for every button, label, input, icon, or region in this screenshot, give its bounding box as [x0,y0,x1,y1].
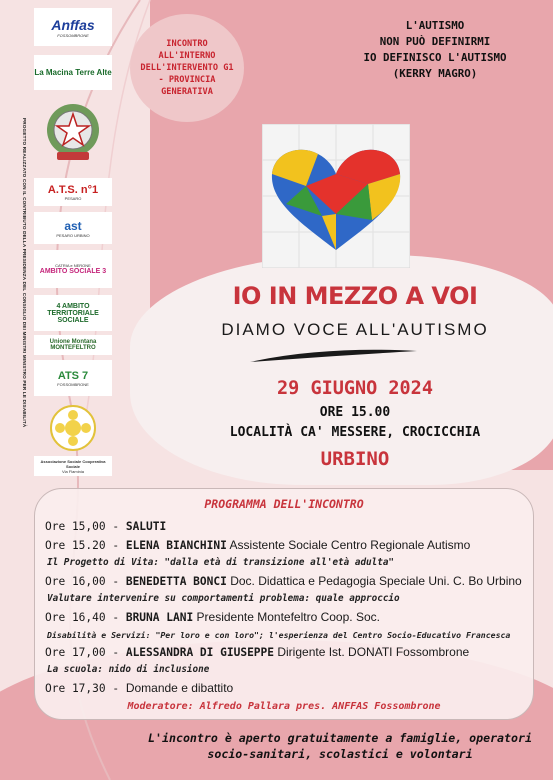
program-role: Dirigente Ist. DONATI Fossombrone [274,645,470,660]
program-talk-title: La scuola: nido di inclusione [47,664,210,676]
event-city: URBINO [320,448,390,470]
program-talk-title: Il Progetto di Vita: "dalla età di transizione all'età adulta" [47,557,395,569]
program-row [45,643,531,662]
program-speaker: BRUNA LANI [125,610,194,624]
program-title: PROGRAMMA DELL'INCONTRO [204,497,364,511]
program-time: Ore 17,00 - [45,646,126,660]
funding-credit-vertical: PROGETTO REALIZZATO CON IL CONTRIBUTO DELLA PRESIDENZA DEL CONSIGLIO DEI MINISTRI MINISTRO PER LE DISABILITÀ [22,118,27,428]
ambito-territoriale-4-logo: 4 AMBITO TERRITORIALE SOCIALE [34,295,112,331]
program-row [45,517,531,536]
footer-note: L'incontro è aperto gratuitamente a famiglie, operatori socio-sanitari, scolastici e volontari [148,731,532,761]
program-time: Ore 16,00 - [45,574,126,588]
program-rows [45,517,531,698]
program-time: Ore 15.20 - [45,539,126,553]
program-time: Ore 15,00 - [45,520,126,533]
event-time: ORE 15.00 [319,405,391,420]
program-talk-title: Disabilità e Servizi: "Per loro e con loro"; l'esperienza del Centro Socio-Educativo Francesca [47,629,511,640]
kerry-magro-quote: L'AUTISMO NON PUÒ DEFINIRMI IO DEFINISCO L'AUTISMO (KERRY MAGRO) [363,19,507,80]
program-speaker: ALESSANDRA DI GIUSEPPE [125,646,275,660]
event-subtitle: DIAMO VOCE ALL'AUTISMO [221,320,489,339]
program-row [45,608,531,627]
program-box [34,488,534,720]
event-title: IO IN MEZZO A VOI [232,282,478,310]
program-row [45,572,531,591]
moderator-line: Moderatore: Alfredo Pallara pres. ANFFAS Fossombrone [127,701,441,712]
italian-republic-emblem-icon [34,98,112,168]
ats7-fossombrone-logo: ATS 7 FOSSOMBRONE [34,360,112,396]
ambito-sociale-3-logo: CATRIA e NERONE AMBITO SOCIALE 3 [34,250,112,288]
ast-pesaro-urbino-logo: ast PESARO URBINO [34,212,112,244]
program-row [45,679,531,698]
program-time: Ore 16,40 - [45,610,126,624]
event-location: LOCALITÀ CA' MESSERE, CROCICCHIA [229,425,481,440]
cooperativa-sociale-logo: Associazione Sociale Cooperativa Sociale Via Flaminia [34,456,112,476]
event-context-text: INCONTRO ALL'INTERNO DELL'INTERVENTO G1 - PROVINCIA GENERATIVA [140,39,234,97]
ats1-pesaro-logo: A.T.S. n°1 PESARO [34,178,112,206]
program-role: Assistente Sociale Centro Regionale Autismo [226,538,471,553]
program-speaker: ELENA BIANCHINI [125,539,227,553]
program-time: Ore 17,30 - [45,681,126,695]
centro-socio-educativo-logo [34,404,112,452]
unione-montana-logo: Unione Montana MONTEFELTRO [34,335,112,355]
event-date: 29 GIUGNO 2024 [277,378,433,399]
program-talk-title: Valutare intervenire su comportamenti problema: quale approccio [47,593,400,605]
underline-swoosh [245,346,420,366]
program-role: Doc. Didattica e Pedagogia Speciale Uni. C. Bo Urbino [226,573,522,588]
anffas-logo: Anffas FOSSOMBRONE [34,8,112,46]
program-speaker: BENEDETTA BONCI [125,574,227,588]
program-role: Presidente Montefeltro Coop. Soc. [193,609,380,624]
event-context-bubble [130,14,244,122]
puzzle-heart-icon [262,124,410,268]
la-macina-logo: La Macina Terre Alte [34,55,112,90]
program-row [45,536,531,555]
program-speaker: SALUTI [125,520,167,533]
program-role: Domande e dibattito [125,680,234,695]
